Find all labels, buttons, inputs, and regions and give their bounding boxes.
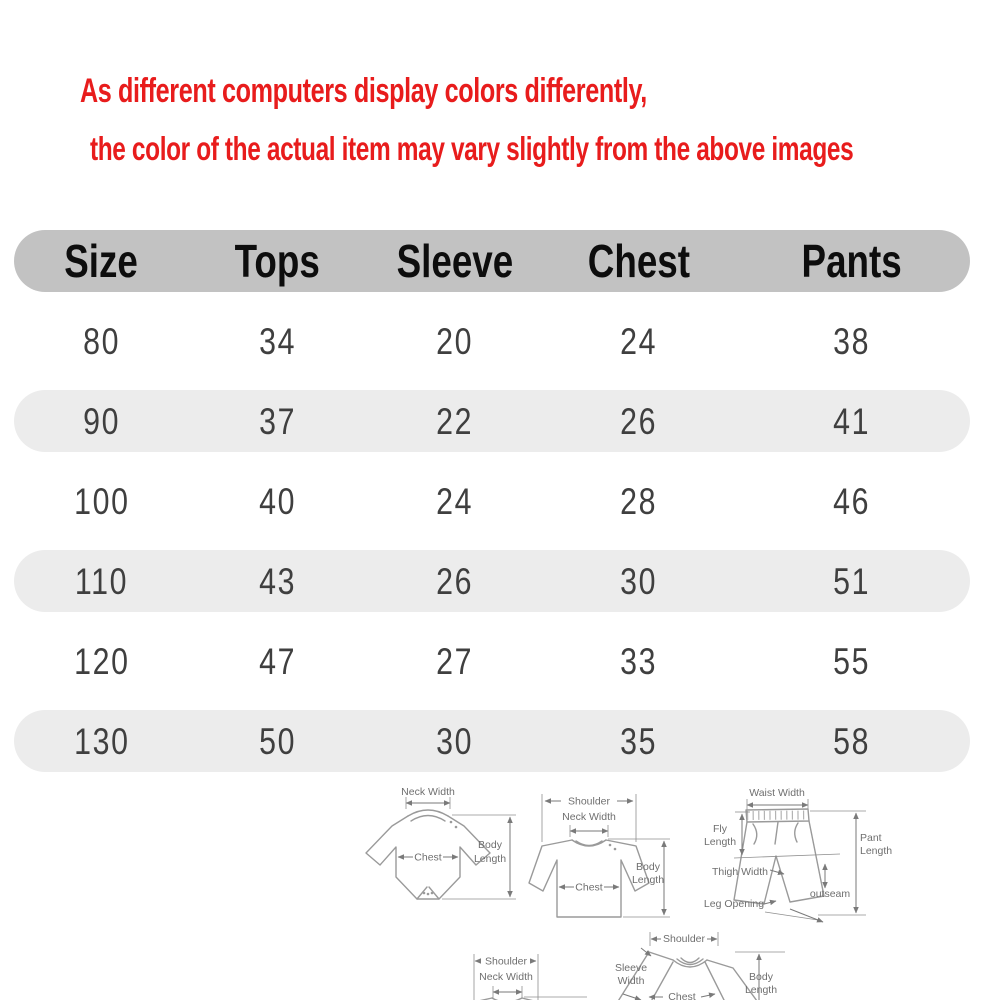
sleeve-width-label-line1: Sleeve [614, 962, 648, 974]
neck-width-label: Neck Width [562, 811, 616, 823]
column-header-chest: Chest [587, 235, 690, 287]
sleeve-value: 26 [436, 560, 474, 602]
bodysuit-measurement-diagram [356, 784, 524, 934]
size-value: 100 [73, 480, 130, 522]
bodysuit-chest-dimension [398, 852, 458, 864]
color-disclaimer-line2-text: the color of the actual item may vary slightly from the above images [90, 130, 854, 167]
size-value: 130 [73, 720, 130, 762]
tops-value: 34 [258, 320, 296, 362]
chest-value: 24 [620, 320, 658, 362]
sleeve-value: 30 [436, 720, 474, 762]
table-row-100 [14, 470, 970, 532]
raglan-shoulder-dimension [650, 932, 718, 946]
tops-value: 37 [258, 400, 296, 442]
size-table [14, 230, 970, 790]
shoulder-label: Shoulder [567, 795, 611, 808]
bodysuit-neck-width-dimension [401, 786, 455, 809]
color-disclaimer-line1 [80, 72, 846, 111]
table-row-110 [14, 550, 970, 612]
column-header-pants: Pants [801, 235, 903, 287]
chest-value: 30 [620, 560, 658, 602]
pants-value: 41 [833, 400, 871, 442]
size-value: 110 [74, 560, 129, 602]
thigh-width-label: Thigh Width [711, 866, 768, 878]
shorts-measurement-diagram [690, 784, 895, 942]
sleeve-value: 24 [436, 480, 474, 522]
pants-value: 55 [833, 640, 871, 682]
tshirt-measurement-diagram [524, 786, 674, 934]
body-length-label-line2: Length [744, 984, 778, 996]
raglan-measurement-diagram [585, 926, 795, 1000]
raglan-body-length-dimension [735, 952, 785, 1000]
tshirt-chest-dimension [559, 882, 619, 894]
color-disclaimer-line1-text: As different computers display colors differently, [80, 72, 647, 110]
pants-value: 38 [833, 320, 871, 362]
size-value: 80 [82, 320, 120, 362]
sleeve-width-label-line2: Width [617, 975, 645, 987]
fly-length-label-line1: Fly [713, 823, 727, 835]
chest-value: 26 [620, 400, 658, 442]
tshirt-neck-width-dimension [562, 811, 616, 837]
size-table-header-row [14, 230, 970, 292]
table-row-90 [14, 390, 970, 452]
tshirt-body-length-dimension [608, 839, 670, 917]
pants-value: 51 [833, 560, 871, 602]
sleeve-value: 20 [436, 320, 474, 362]
neck-width-label: Neck Width [401, 786, 455, 798]
pant-length-label-line2: Length [860, 845, 893, 857]
table-row-120 [14, 630, 970, 692]
chest-label: Chest [668, 991, 696, 1000]
table-row-80 [14, 310, 970, 372]
chest-value: 33 [620, 640, 658, 682]
shirt2-neck-width-dimension [479, 971, 533, 998]
tops-value: 40 [258, 480, 296, 522]
shoulder-label: Shoulder [662, 933, 706, 945]
column-header-sleeve: Sleeve [396, 235, 514, 287]
column-header-tops: Tops [234, 235, 320, 287]
raglan-chest-dimension [649, 991, 715, 1000]
chest-value: 35 [620, 720, 658, 762]
table-row-130 [14, 710, 970, 772]
chest-value: 28 [620, 480, 658, 522]
body-length-label-line1: Body [478, 839, 502, 851]
chest-label: Chest [575, 881, 603, 894]
shorts-outseam-dimension [810, 864, 851, 900]
chest-label: Chest [414, 851, 442, 864]
pant-length-label-line1: Pant [860, 832, 882, 844]
color-disclaimer-line2 [90, 130, 1000, 168]
shorts-waist-width-dimension [747, 787, 808, 812]
raglan-sleeve-width-dimension [615, 948, 651, 1000]
size-value: 90 [82, 400, 120, 442]
tops-value: 47 [258, 640, 296, 682]
body-length-label-line1: Body [749, 971, 773, 983]
body-length-label-line1: Body [636, 861, 660, 873]
tops-value: 50 [258, 720, 296, 762]
sleeve-value: 22 [436, 400, 474, 442]
sleeve-value: 27 [436, 640, 474, 682]
body-length-label-line2: Length [473, 853, 507, 865]
pants-value: 46 [833, 480, 871, 522]
size-value: 120 [73, 640, 130, 682]
shoulder-label: Shoulder [484, 955, 528, 968]
body-length-label-line2: Length [631, 874, 665, 886]
waist-width-label: Waist Width [749, 787, 805, 799]
fly-length-label-line2: Length [703, 836, 737, 848]
shirt2-measurement-diagram [448, 948, 598, 1000]
outseam-label: outseam [809, 888, 851, 900]
column-header-size: Size [64, 235, 139, 287]
neck-width-label: Neck Width [479, 971, 533, 983]
tops-value: 43 [258, 560, 296, 602]
pants-value: 58 [833, 720, 871, 762]
leg-opening-label: Leg Opening [703, 898, 765, 910]
